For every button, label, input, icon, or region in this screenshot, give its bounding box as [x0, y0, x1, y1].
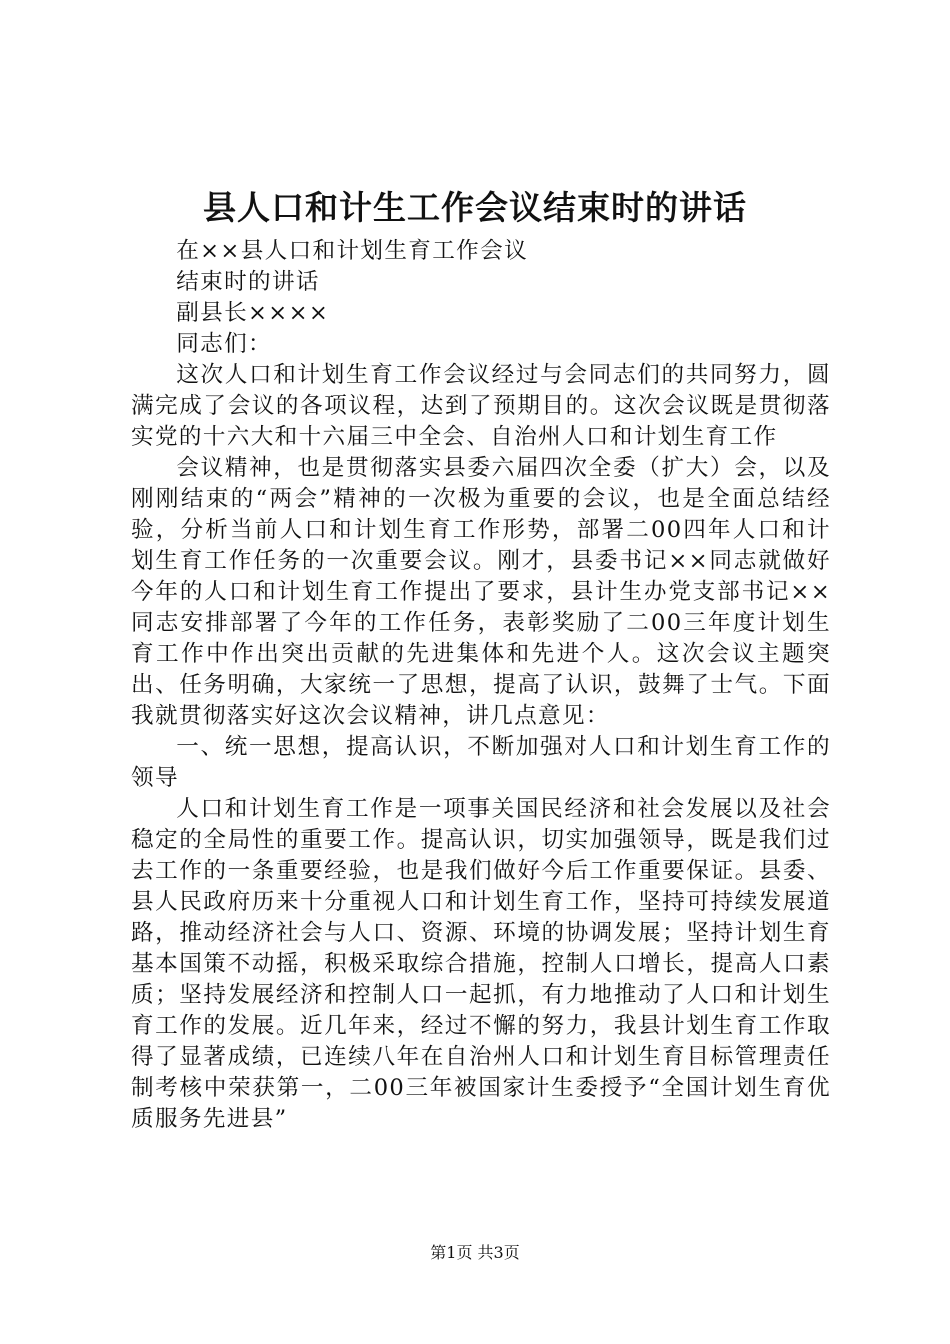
document-title: 县人口和计生工作会议结束时的讲话 [203, 188, 747, 227]
body-paragraph: 人口和计划生育工作是一项事关国民经济和社会发展以及社会稳定的全局性的重要工作。提高认识，切实加强领导，既是我们过去工作的一条重要经验，也是我们做好今后工作重要保证。县委、县人民政府历来十分重视人口和计划生育工作，坚持可持续发展道路，推动经济社会与人口、资源、环境的协调发展；坚持计划生育基本国策不动摇，积极采取综合措施，控制人口增长，提高人口素质；坚持发展经济和控制人口一起抓，有力地推动了人口和计划生育工作的发展。近几年来，经过不懈的努力，我县计划生育工作取得了显著成绩，已连续八年在自治州人口和计划生育目标管理责任制考核中荣获第一，二00三年被国家计生委授予“全国计划生育优质服务先进县” [131, 796, 831, 1132]
meeting-line: 在××县人口和计划生育工作会议 [176, 238, 529, 264]
body-paragraph: 这次人口和计划生育工作会议经过与会同志们的共同努力，圆满完成了会议的各项议程，达到了预期目的。这次会议既是贯彻落实党的十六大和十六届三中全会、自治州人口和计划生育工作 [131, 362, 831, 450]
section-heading: 一、统一思想，提高认识，不断加强对人口和计划生育工作的领导 [131, 734, 831, 791]
body-paragraph: 会议精神，也是贯彻落实县委六届四次全委（扩大）会，以及刚刚结束的“两会”精神的一次极为重要的会议，也是全面总结经验，分析当前人口和计划生育工作形势，部署二00四年人口和计划生育工作任务的一次重要会议。刚才，县委书记××同志就做好今年的人口和计划生育工作提出了要求，县计生办党支部书记××同志安排部署了今年的工作任务，表彰奖励了二00三年度计划生育工作中作出突出贡献的先进集体和先进个人。这次会议主题突出、任务明确，大家统一了思想，提高了认识，鼓舞了士气。下面我就贯彻落实好这次会议精神，讲几点意见： [131, 455, 831, 729]
salutation: 同志们： [176, 331, 272, 357]
speaker-line: 副县长×××× [176, 300, 330, 326]
page-footer: 第1页 共3页 [430, 1243, 520, 1262]
document-body [131, 236, 831, 1135]
speech-subtitle-line: 结束时的讲话 [176, 269, 320, 295]
